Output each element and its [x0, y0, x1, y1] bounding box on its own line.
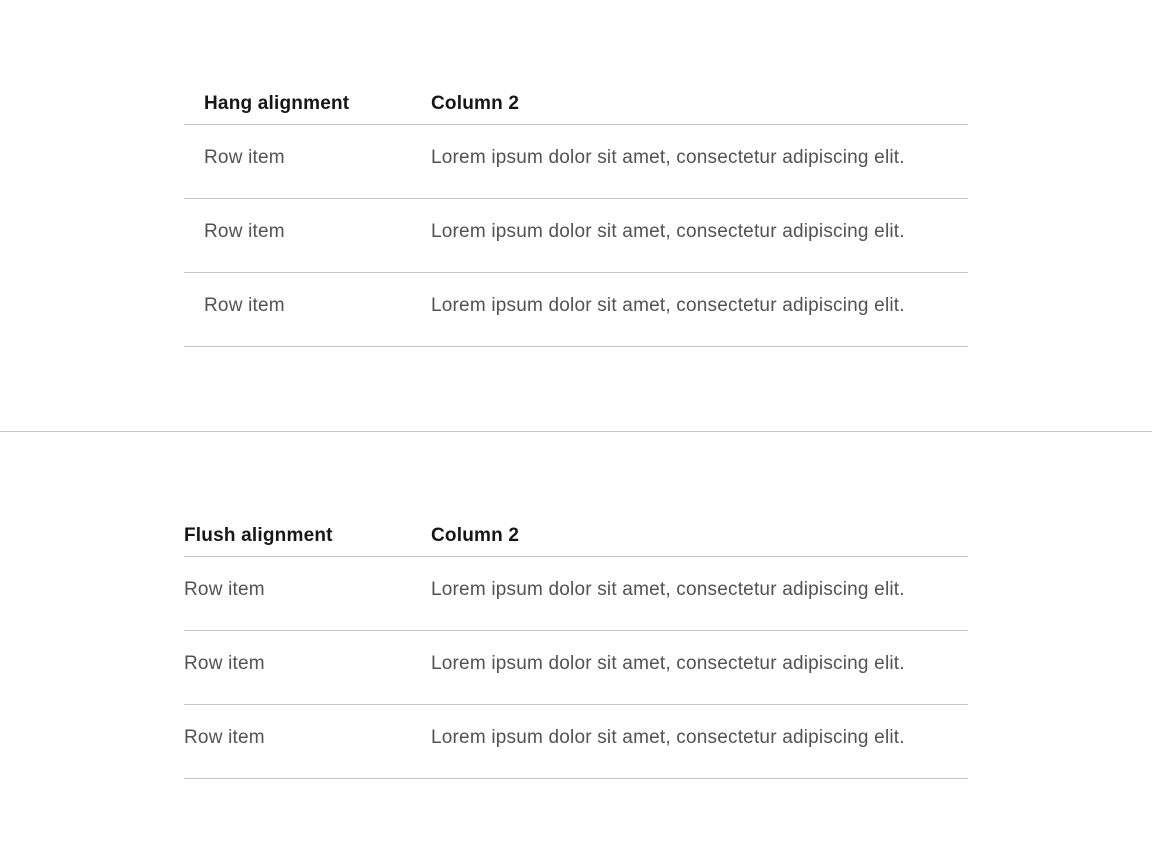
- row-item-cell: Row item: [184, 579, 265, 600]
- row-description-cell: Lorem ipsum dolor sit amet, consectetur adipiscing elit.: [431, 579, 905, 600]
- row-item-cell: Row item: [184, 653, 265, 674]
- flush-alignment-section: [0, 432, 1152, 864]
- row-description-cell: Lorem ipsum dolor sit amet, consectetur adipiscing elit.: [431, 727, 905, 748]
- table-row: [184, 199, 968, 273]
- row-item-cell: Row item: [204, 221, 285, 242]
- row-description-cell: Lorem ipsum dolor sit amet, consectetur adipiscing elit.: [431, 295, 905, 316]
- flush-alignment-table: [184, 512, 968, 779]
- table-row: [184, 273, 968, 347]
- table-header-row: [184, 512, 968, 557]
- row-item-cell: Row item: [204, 295, 285, 316]
- table-row: [184, 705, 968, 779]
- row-item-cell: Row item: [204, 147, 285, 168]
- row-description-cell: Lorem ipsum dolor sit amet, consectetur adipiscing elit.: [431, 653, 905, 674]
- column-2-header: Column 2: [431, 525, 520, 546]
- column-1-header: Flush alignment: [184, 525, 333, 546]
- row-description-cell: Lorem ipsum dolor sit amet, consectetur adipiscing elit.: [431, 221, 905, 242]
- table-row: [184, 557, 968, 631]
- column-2-header: Column 2: [431, 93, 520, 114]
- hang-alignment-section: [0, 0, 1152, 431]
- table-header-row: [184, 80, 968, 125]
- hang-alignment-table: [184, 80, 968, 347]
- table-row: [184, 631, 968, 705]
- column-1-header: Hang alignment: [204, 93, 350, 114]
- row-description-cell: Lorem ipsum dolor sit amet, consectetur adipiscing elit.: [431, 147, 905, 168]
- row-item-cell: Row item: [184, 727, 265, 748]
- table-row: [184, 125, 968, 199]
